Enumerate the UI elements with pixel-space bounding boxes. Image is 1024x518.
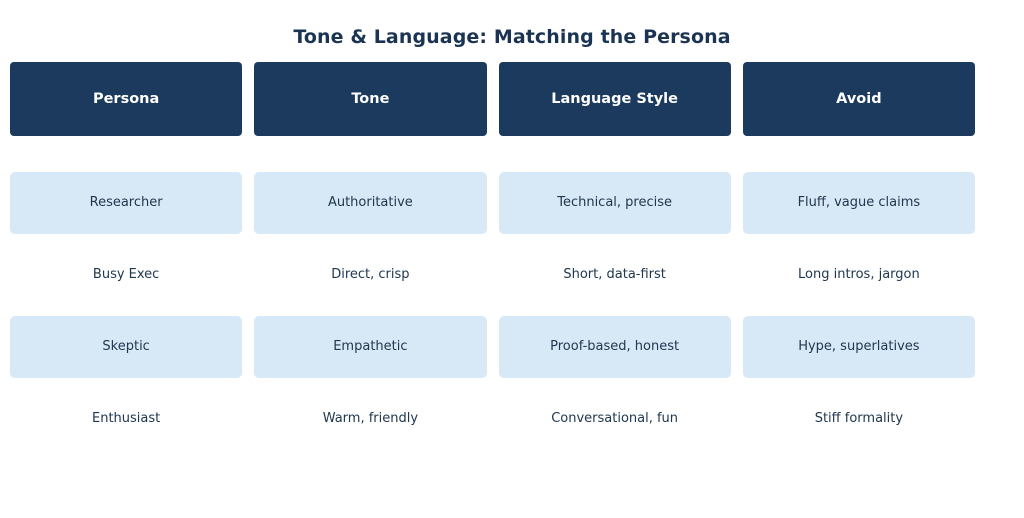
cell-language-style: Proof-based, honest (499, 316, 731, 378)
cell-avoid: Long intros, jargon (798, 266, 920, 282)
column-header-tone: Tone (254, 62, 486, 136)
cell-tone: Direct, crisp (331, 266, 410, 282)
persona-tone-table (10, 62, 975, 460)
table-row (10, 172, 975, 234)
table-row (10, 244, 975, 306)
cell-avoid: Hype, superlatives (743, 316, 975, 378)
cell-language-style: Conversational, fun (551, 410, 679, 426)
cell-avoid: Stiff formality (814, 410, 904, 426)
table-row (10, 388, 975, 450)
cell-tone: Warm, friendly (322, 410, 419, 426)
cell-persona: Enthusiast (92, 410, 161, 426)
table-header-row (10, 62, 975, 136)
cell-avoid: Fluff, vague claims (743, 172, 975, 234)
cell-persona: Skeptic (10, 316, 242, 378)
cell-persona: Busy Exec (92, 266, 160, 282)
cell-tone: Authoritative (254, 172, 486, 234)
cell-tone: Empathetic (254, 316, 486, 378)
column-header-avoid: Avoid (743, 62, 975, 136)
page-title: Tone & Language: Matching the Persona (293, 26, 731, 48)
cell-persona: Researcher (10, 172, 242, 234)
cell-language-style: Technical, precise (499, 172, 731, 234)
table-row (10, 316, 975, 378)
column-header-language-style: Language Style (499, 62, 731, 136)
column-header-persona: Persona (10, 62, 242, 136)
cell-language-style: Short, data-first (563, 266, 666, 282)
